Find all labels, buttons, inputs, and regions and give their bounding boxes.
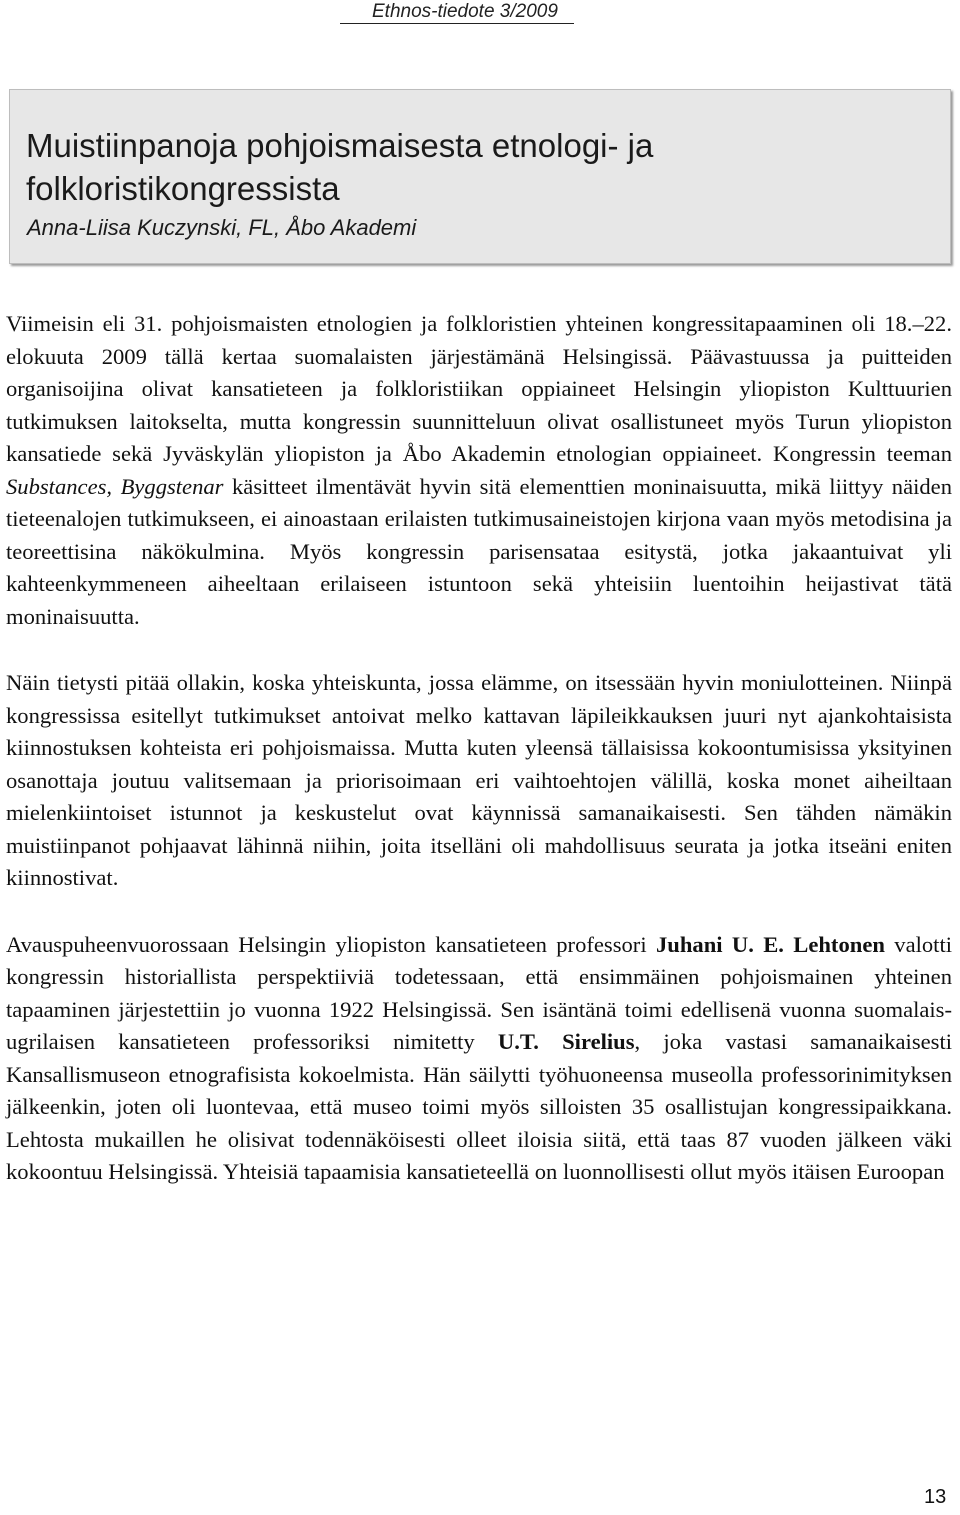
paragraph-3-part-2: valotti kongressin historiallista perspektiiviä todetessaan, että ensimmäinen pohjoismainen yhteinen tapaaminen järjestettiin jo vuonna 1922 Helsingissä. Sen isäntänä toimi edellisenä vuonna suomalais-ugrilaisen kansatieteen professoriksi nimitetty [6, 931, 953, 1054]
paragraph-1-part-1: Viimeisin eli 31. pohjoismaisten etnologien ja folkloristien yhteinen kongressitapaaminen oli 18.–22. elokuuta 2009 tällä kertaa suomalaisten järjestämänä Helsingissä. Päävastuussa ja puitteiden organisoijina olivat kansatieteen ja folkloristiikan oppiaineet Helsingin yliopiston Kulttuurien tutkimuksen laitokselta, mutta kongressin suunnitteluun olivat osallistuneet myös Turun yliopiston kansatiede sekä Jyväskylän yliopiston ja Åbo Akademin etnologian oppiaineet. Kongressin teeman [6, 311, 952, 466]
article-title: Muistiinpanoja pohjoismaisesta etnologi- ja folkloristikongressista [26, 127, 654, 207]
congress-theme: Substances, Byggstenar [6, 473, 224, 499]
running-head-text: Ethnos-tiedote 3/2009 [340, 1, 574, 24]
person-name-lehtonen: Juhani U. E. Lehtonen [655, 931, 885, 957]
paragraph-2: Näin tietysti pitää ollakin, koska yhteiskunta, jossa elämme, on itsessään hyvin moniulotteinen. Niinpä kongressissa esitellyt tutkimukset antoivat melko kattavan läpileikkauksen juuri nyt ajankohtaisista kiinnostuksen kohteista eri pohjoismaissa. Mutta kuten yleensä tällaisissa kokoontumisissa yksityinen osanottaja joutuu valitsemaan ja priorisoimaan eri vaihtoehtojen välillä, koska monet aiheiltaan mielenkiintoiset istunnot ja keskustelut ovat käynnissä samanaikaisesti. Sen tähden nämäkin muistiinpanot pohjaavat lähinnä niihin, joita itselläni oli mahdollisuus seurata ja jotka itseäni eniten kiinnostivat. [6, 670, 952, 890]
paragraph-1-part-2: käsitteet ilmentävät hyvin sitä elementtien moninaisuutta, mikä liittyy näiden tieteenalojen tutkimukseen, ei ainoastaan erilaisten tutkimusaineistojen kirjona vaan myös metodisina ja teoreettisina näkökulmina. Myös kongressin parisensataa esitystä, jotka jakaantuivat yli kahteenkymmeneen aiheeltaan erilaiseen istuntoon sekä yhteisiin luentoihin heijastivat tätä moninaisuutta. [6, 473, 953, 629]
paragraph-3-part-1: Avauspuheenvuorossaan Helsingin yliopiston kansatieteen professori [6, 931, 647, 957]
article-body [6, 308, 952, 1223]
paragraph-3 [6, 929, 952, 1189]
person-name-sirelius: U.T. Sirelius [497, 1029, 635, 1054]
running-head [340, 0, 932, 24]
article-author: Anna-Liisa Kuczynski, FL, Åbo Akademi [27, 215, 417, 240]
title-box [9, 89, 951, 264]
paragraph-3-part-3: , joka vastasi samanaikaisesti Kansallismuseon etnografisista kokoelmista. Hän säilytti työhuoneensa museolla professorinimityksen jälkeenkin, joten oli luontevaa, että museo toimi myös silloisten 35 osallistujan kongressipaikkana. Lehtosta mukaillen he olisivat todennäköisesti olleet iloisia siitä, että taas 87 vuoden jälkeen väki kokoontuu Helsingissä. Yhteisiä tapaamisia kansatieteellä on luonnollisesti ollut myös itäisen Euroopan [6, 1029, 952, 1184]
page-number: 13 [924, 1486, 947, 1508]
paragraph-1 [6, 308, 952, 633]
